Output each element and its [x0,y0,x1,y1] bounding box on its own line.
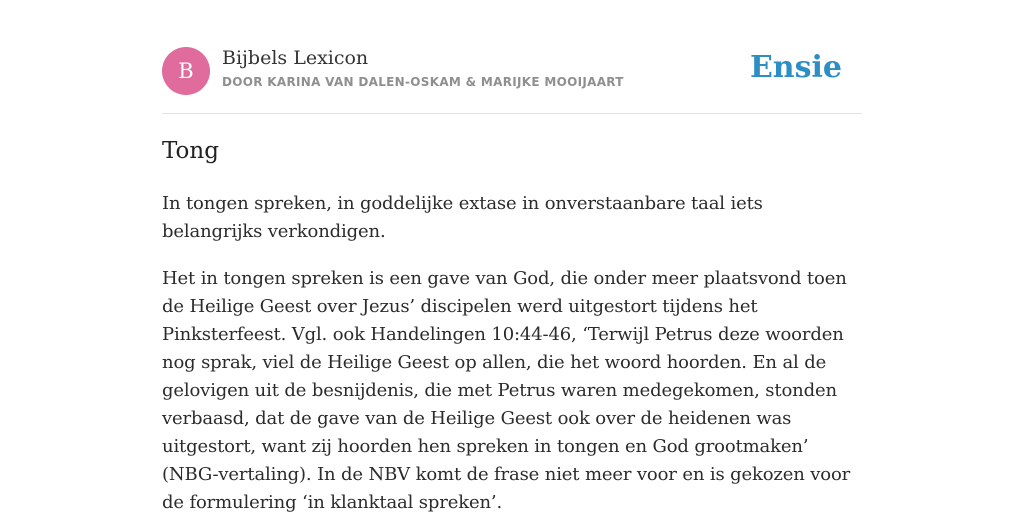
header-divider [162,113,862,114]
entry-content [162,190,866,512]
paragraph-definition: In tongen spreken, in goddelijke extase in onverstaanbare taal iets belangrijks verkondigen. [162,193,763,242]
lexicon-title[interactable]: Bijbels Lexicon [222,47,369,69]
avatar: B [162,47,210,95]
page-title: Tong [162,138,219,164]
header [162,46,862,96]
paragraph-explanation: Het in tongen spreken is een gave van God, die onder meer plaatsvond toen de Heilige Geest over Jezus’ discipelen werd uitgestort tijdens het Pinksterfeest. Vgl. ook Handelingen 10:44-46, ‘Terwijl Petrus deze woorden nog sprak, viel de Heilige Geest op allen, die het woord hoorden. En al de gelovigen uit de besnijdenis, die met Petrus waren medegekomen, stonden verbaasd, dat de gave van de Heilige Geest ook over de heidenen was uitgestort, want zij hoorden hen spreken in tongen en God grootmaken’ (NBG-vertaling). In de NBV komt de frase niet meer voor en is gekozen voor de formulering ‘in klanktaal spreken’. [162,268,851,512]
authors-byline: DOOR KARINA VAN DALEN-OSKAM & MARIJKE MOOIJAART [222,75,624,89]
brand-logo[interactable]: Ensie [749,50,842,85]
